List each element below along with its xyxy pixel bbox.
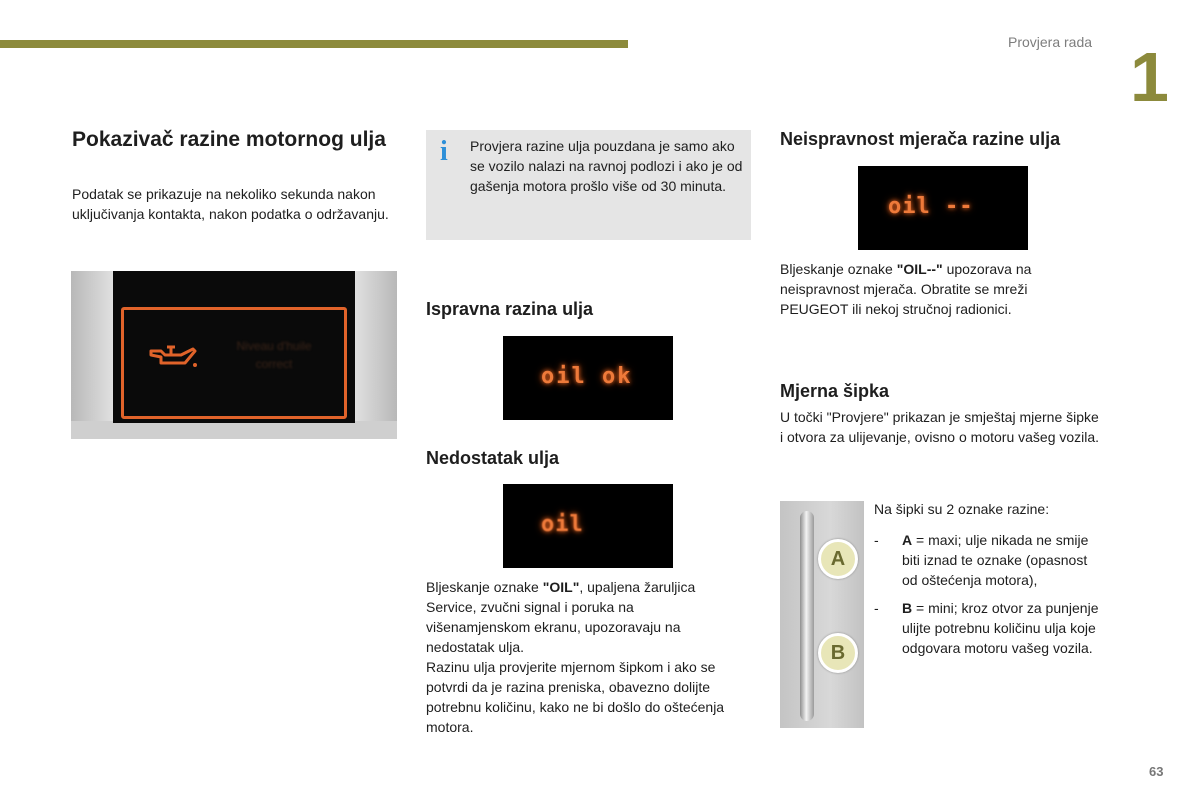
oil-ok-display (503, 336, 673, 420)
oil-low-display-text: oil (541, 512, 584, 537)
info-icon: i (440, 136, 448, 167)
oil-can-icon (147, 341, 199, 373)
correct-oil-level-title: Ispravna razina ulja (426, 299, 594, 319)
section-label: Provjera rada (1008, 34, 1093, 50)
oil-low-display (503, 484, 673, 568)
mark-b-badge: B (818, 633, 858, 673)
list-dash: - (874, 532, 879, 548)
low-oil-text-part: , upaljena žaruljica Service, zvučni signal i poruka na višenamjenskom ekranu, upozoravaju na nedostatak ulja. (426, 579, 696, 655)
dipstick-rod (800, 511, 814, 721)
dipstick-marks-list (874, 530, 1104, 666)
low-oil-title: Nedostatak ulja (426, 448, 560, 468)
low-oil-text (426, 577, 736, 737)
oil-ok-display-text: oil ok (541, 364, 633, 389)
low-oil-action-text: Razinu ulja provjerite mjernom šipkom i ako se potvrdi da je razina preniska, obavezno dolijte potrebnu količinu, kako ne bi došlo do oštećenja motora. (426, 659, 725, 735)
mark-description: = mini; kroz otvor za punjenje ulijte potrebnu količinu ulja koje odgovara motoru vašeg vozila. (902, 600, 1099, 656)
mark-letter: A (902, 532, 913, 548)
gauge-fault-text (780, 259, 1080, 319)
dipstick-image (780, 501, 864, 728)
oil-fault-display (858, 166, 1028, 250)
dipstick-text: U točki "Provjere" prikazan je smještaj mjerne šipke i otvora za ulijevanje, ovisno o motoru vašeg vozila. (780, 409, 1100, 445)
mark-description: = maxi; ulje nikada ne smije biti iznad te oznake (opasnost od oštećenja motora), (902, 532, 1089, 588)
dashboard-bezel-right (355, 271, 397, 439)
dashboard-display-photo (71, 271, 397, 439)
list-item (874, 598, 1104, 658)
gauge-fault-title: Neispravnost mjerača razine ulja (780, 129, 1061, 149)
info-note-text: Provjera razine ulja pouzdana je samo ako se vozilo nalazi na ravnoj podlozi i ako je od gašenja motora prošlo više od 30 minuta. (470, 138, 743, 194)
oil-level-indicator-text: Podatak se prikazuje na nekoliko sekunda nakon uključivanja kontakta, nakon podatka o održavanju. (72, 186, 389, 222)
dipstick-marks-intro: Na šipki su 2 oznake razine: (874, 501, 1050, 517)
low-oil-code: "OIL" (542, 579, 580, 595)
chapter-number: 1 (1130, 38, 1169, 116)
low-oil-text-part: Bljeskanje oznake (426, 579, 543, 595)
info-note-box (426, 130, 751, 240)
page-number: 63 (1149, 764, 1164, 779)
gauge-fault-text-part: Bljeskanje oznake (780, 261, 897, 277)
dashboard-blurred-message: Niveau d'huile correct (236, 339, 312, 371)
mark-letter: B (902, 600, 913, 616)
dashboard-bezel-bottom (71, 421, 397, 439)
gauge-fault-text-part: upozorava na neispravnost mjerača. Obratite se mreži PEUGEOT ili nekoj stručnoj radionici. (780, 261, 1032, 317)
list-dash: - (874, 600, 879, 616)
mark-a-badge: A (818, 539, 858, 579)
header-rule (0, 40, 628, 48)
oil-level-indicator-title: Pokazivač razine motornog ulja (72, 128, 386, 151)
dashboard-bezel-left (71, 271, 113, 439)
dipstick-title: Mjerna šipka (780, 381, 890, 401)
gauge-fault-code: "OIL--" (896, 261, 943, 277)
list-item (874, 530, 1104, 590)
oil-fault-display-text: oil -- (888, 194, 974, 219)
